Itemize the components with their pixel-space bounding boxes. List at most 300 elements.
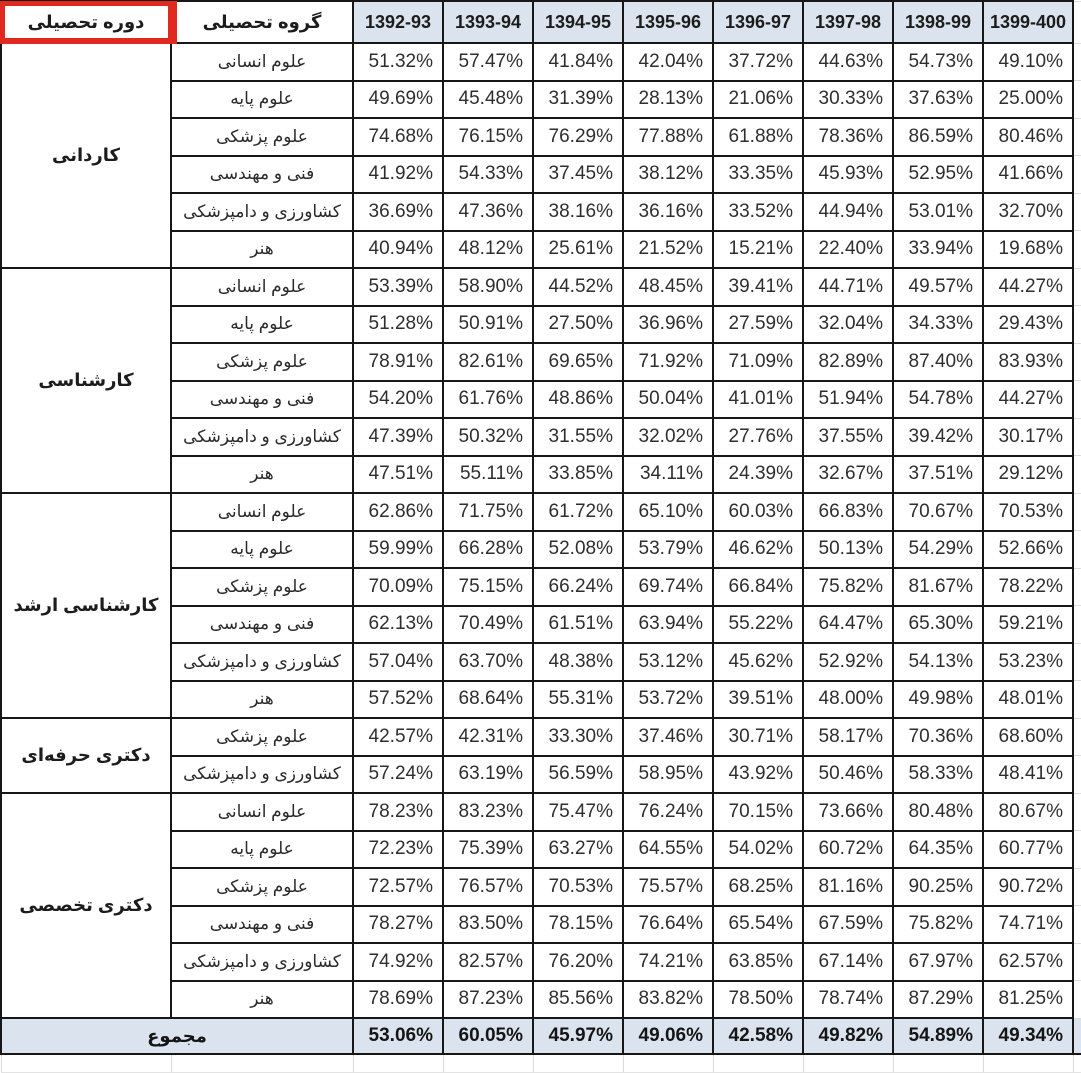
value-cell: 49.57% <box>893 268 983 306</box>
value-cell: 78.22% <box>983 568 1073 606</box>
group-cell: کشاورزی و دامپزشکی <box>171 418 353 456</box>
value-cell: 37.45% <box>533 156 623 194</box>
edge-sliver <box>1073 156 1081 194</box>
value-cell: 33.30% <box>533 718 623 756</box>
edge-sliver <box>1073 193 1081 231</box>
value-cell: 51.94% <box>803 381 893 419</box>
total-value-cell: 49.82% <box>803 1018 893 1054</box>
value-cell: 62.57% <box>983 943 1073 981</box>
value-cell: 54.33% <box>443 156 533 194</box>
value-cell: 47.36% <box>443 193 533 231</box>
edge-sliver <box>1073 793 1081 831</box>
value-cell: 75.39% <box>443 831 533 869</box>
value-cell: 15.21% <box>713 231 803 269</box>
value-cell: 68.25% <box>713 868 803 906</box>
value-cell: 50.13% <box>803 531 893 569</box>
value-cell: 74.71% <box>983 906 1073 944</box>
value-cell: 78.69% <box>353 981 443 1019</box>
value-cell: 44.27% <box>983 381 1073 419</box>
group-column-header: گروه تحصیلی <box>171 1 353 43</box>
edge-sliver <box>1073 456 1081 494</box>
edge-sliver <box>1073 493 1081 531</box>
value-cell: 75.47% <box>533 793 623 831</box>
value-cell: 90.25% <box>893 868 983 906</box>
edge-sliver <box>1073 943 1081 981</box>
value-cell: 83.82% <box>623 981 713 1019</box>
group-cell: علوم پایه <box>171 531 353 569</box>
period-cell: دکتری حرفه‌ای <box>1 718 171 793</box>
value-cell: 75.15% <box>443 568 533 606</box>
edge-sliver <box>1073 831 1081 869</box>
value-cell: 42.04% <box>623 43 713 81</box>
value-cell: 48.01% <box>983 681 1073 719</box>
value-cell: 54.78% <box>893 381 983 419</box>
value-cell: 83.50% <box>443 906 533 944</box>
value-cell: 68.64% <box>443 681 533 719</box>
value-cell: 71.09% <box>713 343 803 381</box>
value-cell: 39.41% <box>713 268 803 306</box>
value-cell: 62.86% <box>353 493 443 531</box>
value-cell: 33.35% <box>713 156 803 194</box>
period-cell: کارشناسی ارشد <box>1 493 171 718</box>
value-cell: 76.29% <box>533 118 623 156</box>
value-cell: 60.77% <box>983 831 1073 869</box>
group-cell: علوم پزشکی <box>171 868 353 906</box>
value-cell: 49.10% <box>983 43 1073 81</box>
value-cell: 31.55% <box>533 418 623 456</box>
value-cell: 25.00% <box>983 81 1073 119</box>
value-cell: 81.25% <box>983 981 1073 1019</box>
value-cell: 41.84% <box>533 43 623 81</box>
value-cell: 76.64% <box>623 906 713 944</box>
edge-sliver <box>1073 381 1081 419</box>
value-cell: 44.27% <box>983 268 1073 306</box>
value-cell: 27.76% <box>713 418 803 456</box>
period-cell: کارشناسی <box>1 268 171 493</box>
value-cell: 33.94% <box>893 231 983 269</box>
total-row <box>1 1018 1081 1054</box>
value-cell: 36.96% <box>623 306 713 344</box>
value-cell: 71.92% <box>623 343 713 381</box>
partial-bottom-row <box>1 1054 1081 1073</box>
value-cell: 58.90% <box>443 268 533 306</box>
edge-sliver <box>1073 231 1081 269</box>
value-cell: 86.59% <box>893 118 983 156</box>
value-cell: 44.71% <box>803 268 893 306</box>
value-cell: 21.52% <box>623 231 713 269</box>
value-cell: 78.50% <box>713 981 803 1019</box>
value-cell: 57.04% <box>353 643 443 681</box>
value-cell: 30.71% <box>713 718 803 756</box>
value-cell: 45.93% <box>803 156 893 194</box>
value-cell: 87.40% <box>893 343 983 381</box>
total-label: مجموع <box>1 1018 353 1054</box>
partial-cell <box>983 1054 1073 1073</box>
value-cell: 29.12% <box>983 456 1073 494</box>
value-cell: 48.86% <box>533 381 623 419</box>
value-cell: 30.17% <box>983 418 1073 456</box>
value-cell: 76.15% <box>443 118 533 156</box>
value-cell: 48.12% <box>443 231 533 269</box>
group-cell: علوم انسانی <box>171 493 353 531</box>
partial-cell <box>353 1054 443 1073</box>
table-row <box>1 43 1081 81</box>
value-cell: 70.49% <box>443 606 533 644</box>
value-cell: 41.01% <box>713 381 803 419</box>
value-cell: 48.41% <box>983 756 1073 794</box>
value-cell: 76.24% <box>623 793 713 831</box>
value-cell: 75.82% <box>803 568 893 606</box>
value-cell: 47.39% <box>353 418 443 456</box>
value-cell: 44.52% <box>533 268 623 306</box>
value-cell: 78.15% <box>533 906 623 944</box>
value-cell: 65.54% <box>713 906 803 944</box>
edge-sliver <box>1073 981 1081 1019</box>
value-cell: 52.08% <box>533 531 623 569</box>
value-cell: 64.35% <box>893 831 983 869</box>
value-cell: 78.36% <box>803 118 893 156</box>
value-cell: 44.63% <box>803 43 893 81</box>
value-cell: 53.01% <box>893 193 983 231</box>
group-cell: هنر <box>171 981 353 1019</box>
value-cell: 53.72% <box>623 681 713 719</box>
value-cell: 63.19% <box>443 756 533 794</box>
edge-sliver <box>1073 118 1081 156</box>
value-cell: 24.39% <box>713 456 803 494</box>
value-cell: 78.91% <box>353 343 443 381</box>
value-cell: 37.51% <box>893 456 983 494</box>
edge-sliver <box>1073 756 1081 794</box>
value-cell: 69.74% <box>623 568 713 606</box>
value-cell: 22.40% <box>803 231 893 269</box>
value-cell: 59.99% <box>353 531 443 569</box>
value-cell: 55.31% <box>533 681 623 719</box>
value-cell: 54.20% <box>353 381 443 419</box>
value-cell: 69.65% <box>533 343 623 381</box>
edge-sliver <box>1073 606 1081 644</box>
group-cell: هنر <box>171 456 353 494</box>
value-cell: 50.91% <box>443 306 533 344</box>
value-cell: 42.31% <box>443 718 533 756</box>
value-cell: 58.95% <box>623 756 713 794</box>
value-cell: 80.67% <box>983 793 1073 831</box>
value-cell: 31.39% <box>533 81 623 119</box>
value-cell: 33.52% <box>713 193 803 231</box>
value-cell: 90.72% <box>983 868 1073 906</box>
total-value-cell: 42.58% <box>713 1018 803 1054</box>
value-cell: 33.85% <box>533 456 623 494</box>
group-cell: علوم پایه <box>171 81 353 119</box>
value-cell: 37.46% <box>623 718 713 756</box>
edge-sliver <box>1073 43 1081 81</box>
edge-sliver <box>1073 268 1081 306</box>
value-cell: 87.23% <box>443 981 533 1019</box>
value-cell: 57.52% <box>353 681 443 719</box>
group-cell: علوم پایه <box>171 306 353 344</box>
value-cell: 49.69% <box>353 81 443 119</box>
value-cell: 70.15% <box>713 793 803 831</box>
value-cell: 32.02% <box>623 418 713 456</box>
value-cell: 74.21% <box>623 943 713 981</box>
group-cell: علوم پزشکی <box>171 118 353 156</box>
group-cell: کشاورزی و دامپزشکی <box>171 193 353 231</box>
value-cell: 66.83% <box>803 493 893 531</box>
partial-cell <box>623 1054 713 1073</box>
total-value-cell: 60.05% <box>443 1018 533 1054</box>
value-cell: 54.73% <box>893 43 983 81</box>
value-cell: 83.93% <box>983 343 1073 381</box>
value-cell: 61.72% <box>533 493 623 531</box>
year-header-1397-98: 1397-98 <box>803 1 893 43</box>
value-cell: 81.16% <box>803 868 893 906</box>
value-cell: 52.66% <box>983 531 1073 569</box>
partial-cell <box>803 1054 893 1073</box>
value-cell: 80.46% <box>983 118 1073 156</box>
value-cell: 87.29% <box>893 981 983 1019</box>
year-header-1392-93: 1392-93 <box>353 1 443 43</box>
value-cell: 36.69% <box>353 193 443 231</box>
partial-cell <box>713 1054 803 1073</box>
value-cell: 62.13% <box>353 606 443 644</box>
value-cell: 70.09% <box>353 568 443 606</box>
value-cell: 49.98% <box>893 681 983 719</box>
value-cell: 41.66% <box>983 156 1073 194</box>
value-cell: 38.16% <box>533 193 623 231</box>
value-cell: 55.11% <box>443 456 533 494</box>
group-cell: علوم انسانی <box>171 268 353 306</box>
partial-cell <box>893 1054 983 1073</box>
value-cell: 83.23% <box>443 793 533 831</box>
value-cell: 73.66% <box>803 793 893 831</box>
edge-sliver <box>1073 718 1081 756</box>
table-row <box>1 493 1081 531</box>
value-cell: 80.48% <box>893 793 983 831</box>
value-cell: 67.59% <box>803 906 893 944</box>
value-cell: 19.68% <box>983 231 1073 269</box>
value-cell: 44.94% <box>803 193 893 231</box>
value-cell: 52.92% <box>803 643 893 681</box>
total-value-cell: 49.34% <box>983 1018 1073 1054</box>
value-cell: 66.28% <box>443 531 533 569</box>
value-cell: 48.38% <box>533 643 623 681</box>
value-cell: 32.04% <box>803 306 893 344</box>
period-cell: کاردانی <box>1 43 171 268</box>
value-cell: 70.53% <box>983 493 1073 531</box>
value-cell: 61.88% <box>713 118 803 156</box>
value-cell: 36.16% <box>623 193 713 231</box>
value-cell: 32.70% <box>983 193 1073 231</box>
value-cell: 25.61% <box>533 231 623 269</box>
value-cell: 65.30% <box>893 606 983 644</box>
group-cell: فنی و مهندسی <box>171 606 353 644</box>
value-cell: 27.59% <box>713 306 803 344</box>
value-cell: 63.27% <box>533 831 623 869</box>
value-cell: 52.95% <box>893 156 983 194</box>
value-cell: 54.02% <box>713 831 803 869</box>
total-value-cell: 54.89% <box>893 1018 983 1054</box>
table-row <box>1 718 1081 756</box>
value-cell: 55.22% <box>713 606 803 644</box>
value-cell: 58.33% <box>893 756 983 794</box>
value-cell: 39.42% <box>893 418 983 456</box>
value-cell: 30.33% <box>803 81 893 119</box>
value-cell: 85.56% <box>533 981 623 1019</box>
partial-cell <box>533 1054 623 1073</box>
value-cell: 51.28% <box>353 306 443 344</box>
value-cell: 48.00% <box>803 681 893 719</box>
value-cell: 53.23% <box>983 643 1073 681</box>
value-cell: 66.24% <box>533 568 623 606</box>
value-cell: 60.72% <box>803 831 893 869</box>
value-cell: 56.59% <box>533 756 623 794</box>
value-cell: 58.17% <box>803 718 893 756</box>
value-cell: 37.72% <box>713 43 803 81</box>
value-cell: 70.36% <box>893 718 983 756</box>
value-cell: 70.67% <box>893 493 983 531</box>
value-cell: 63.94% <box>623 606 713 644</box>
group-cell: علوم پزشکی <box>171 343 353 381</box>
group-cell: هنر <box>171 231 353 269</box>
edge-sliver <box>1073 568 1081 606</box>
value-cell: 78.23% <box>353 793 443 831</box>
group-cell: فنی و مهندسی <box>171 381 353 419</box>
value-cell: 21.06% <box>713 81 803 119</box>
table-row <box>1 268 1081 306</box>
group-cell: علوم پزشکی <box>171 568 353 606</box>
value-cell: 75.57% <box>623 868 713 906</box>
year-header-1394-95: 1394-95 <box>533 1 623 43</box>
value-cell: 74.92% <box>353 943 443 981</box>
value-cell: 50.32% <box>443 418 533 456</box>
value-cell: 34.33% <box>893 306 983 344</box>
value-cell: 67.14% <box>803 943 893 981</box>
group-cell: کشاورزی و دامپزشکی <box>171 643 353 681</box>
partial-cell <box>171 1054 353 1073</box>
value-cell: 53.39% <box>353 268 443 306</box>
value-cell: 27.50% <box>533 306 623 344</box>
value-cell: 59.21% <box>983 606 1073 644</box>
value-cell: 63.70% <box>443 643 533 681</box>
total-value-cell: 53.06% <box>353 1018 443 1054</box>
value-cell: 82.89% <box>803 343 893 381</box>
value-cell: 72.57% <box>353 868 443 906</box>
value-cell: 81.67% <box>893 568 983 606</box>
group-cell: کشاورزی و دامپزشکی <box>171 756 353 794</box>
value-cell: 57.24% <box>353 756 443 794</box>
value-cell: 78.27% <box>353 906 443 944</box>
year-header-1395-96: 1395-96 <box>623 1 713 43</box>
value-cell: 63.85% <box>713 943 803 981</box>
edge-sliver <box>1073 1054 1081 1073</box>
group-cell: علوم انسانی <box>171 43 353 81</box>
group-cell: علوم انسانی <box>171 793 353 831</box>
value-cell: 75.82% <box>893 906 983 944</box>
edge-sliver <box>1073 343 1081 381</box>
value-cell: 48.45% <box>623 268 713 306</box>
value-cell: 57.47% <box>443 43 533 81</box>
year-header-1398-99: 1398-99 <box>893 1 983 43</box>
value-cell: 71.75% <box>443 493 533 531</box>
year-header-1396-97: 1396-97 <box>713 1 803 43</box>
partial-cell <box>1 1054 171 1073</box>
value-cell: 51.32% <box>353 43 443 81</box>
value-cell: 46.62% <box>713 531 803 569</box>
value-cell: 82.61% <box>443 343 533 381</box>
year-header-1393-94: 1393-94 <box>443 1 533 43</box>
value-cell: 64.55% <box>623 831 713 869</box>
value-cell: 32.67% <box>803 456 893 494</box>
value-cell: 29.43% <box>983 306 1073 344</box>
period-column-header: دوره تحصیلی <box>1 1 171 43</box>
edge-sliver <box>1073 1 1081 43</box>
value-cell: 82.57% <box>443 943 533 981</box>
group-cell: هنر <box>171 681 353 719</box>
value-cell: 43.92% <box>713 756 803 794</box>
table-row <box>1 793 1081 831</box>
value-cell: 47.51% <box>353 456 443 494</box>
value-cell: 74.68% <box>353 118 443 156</box>
value-cell: 45.48% <box>443 81 533 119</box>
edge-sliver <box>1073 306 1081 344</box>
edge-sliver <box>1073 418 1081 456</box>
value-cell: 28.13% <box>623 81 713 119</box>
value-cell: 42.57% <box>353 718 443 756</box>
value-cell: 34.11% <box>623 456 713 494</box>
value-cell: 78.74% <box>803 981 893 1019</box>
value-cell: 50.46% <box>803 756 893 794</box>
value-cell: 37.55% <box>803 418 893 456</box>
edge-sliver <box>1073 531 1081 569</box>
value-cell: 38.12% <box>623 156 713 194</box>
value-cell: 50.04% <box>623 381 713 419</box>
value-cell: 64.47% <box>803 606 893 644</box>
value-cell: 72.23% <box>353 831 443 869</box>
edge-sliver <box>1073 868 1081 906</box>
value-cell: 65.10% <box>623 493 713 531</box>
partial-cell <box>443 1054 533 1073</box>
value-cell: 76.57% <box>443 868 533 906</box>
header-row <box>1 1 1081 43</box>
value-cell: 41.92% <box>353 156 443 194</box>
value-cell: 61.76% <box>443 381 533 419</box>
edge-sliver <box>1073 1018 1081 1054</box>
group-cell: کشاورزی و دامپزشکی <box>171 943 353 981</box>
value-cell: 66.84% <box>713 568 803 606</box>
value-cell: 53.79% <box>623 531 713 569</box>
edge-sliver <box>1073 81 1081 119</box>
edge-sliver <box>1073 681 1081 719</box>
value-cell: 53.12% <box>623 643 713 681</box>
edge-sliver <box>1073 906 1081 944</box>
period-cell: دکتری تخصصی <box>1 793 171 1018</box>
value-cell: 61.51% <box>533 606 623 644</box>
value-cell: 67.97% <box>893 943 983 981</box>
value-cell: 45.62% <box>713 643 803 681</box>
edge-sliver <box>1073 643 1081 681</box>
value-cell: 54.13% <box>893 643 983 681</box>
value-cell: 68.60% <box>983 718 1073 756</box>
value-cell: 37.63% <box>893 81 983 119</box>
total-value-cell: 49.06% <box>623 1018 713 1054</box>
value-cell: 39.51% <box>713 681 803 719</box>
total-value-cell: 45.97% <box>533 1018 623 1054</box>
group-cell: علوم پزشکی <box>171 718 353 756</box>
value-cell: 54.29% <box>893 531 983 569</box>
group-cell: علوم پایه <box>171 831 353 869</box>
value-cell: 77.88% <box>623 118 713 156</box>
value-cell: 76.20% <box>533 943 623 981</box>
value-cell: 70.53% <box>533 868 623 906</box>
